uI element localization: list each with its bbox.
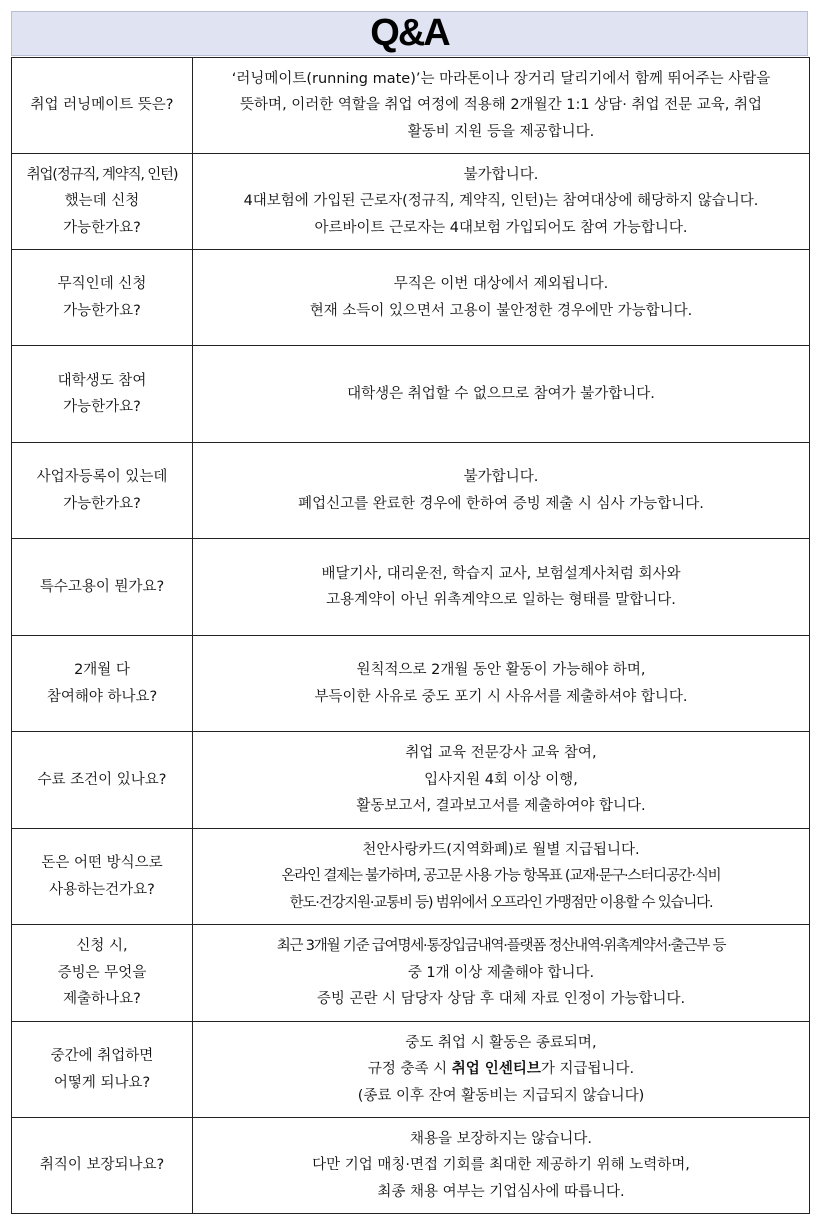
question-line: 특수고용이 뭔가요?	[39, 578, 165, 595]
answer-line: 증빙 곤란 시 담당자 상담 후 대체 자료 인정이 가능합니다.	[316, 991, 686, 1008]
answer-line: 원칙적으로 2개월 동안 활동이 가능해야 하며,	[356, 662, 646, 678]
answer-line: 입사지원 4회 이상 이행,	[424, 771, 578, 788]
qa-row	[12, 732, 810, 829]
answer-line: 최종 채용 여부는 기업심사에 따릅니다.	[377, 1183, 625, 1200]
answer-cell	[193, 443, 810, 539]
question-line: 참여해야 하나요?	[46, 688, 158, 705]
answer-cell	[193, 58, 810, 154]
answer-line: 대학생은 취업할 수 없으므로 참여가 불가합니다.	[347, 385, 655, 402]
qa-row	[12, 925, 810, 1022]
qa-row	[12, 443, 810, 539]
answer-line	[199, 1056, 803, 1083]
question-line: 어떻게 되나요?	[53, 1074, 151, 1091]
question-cell	[12, 1118, 193, 1214]
incentive-highlight: 취업 인센티브	[451, 1061, 541, 1078]
answer-cell	[193, 1022, 810, 1118]
answer-cell	[193, 1118, 810, 1214]
answer-cell	[193, 250, 810, 346]
question-cell	[12, 443, 193, 539]
answer-line: ‘러닝메이트(running mate)’는 마라톤이나 장거리 달리기에서 함께 뛰어주는 사람을	[231, 70, 771, 87]
question-line: 취업 러닝메이트 뜻은?	[30, 97, 174, 114]
answer-line: 채용을 보장하지는 않습니다.	[410, 1130, 592, 1147]
question-line: 취업(정규직, 계약직, 인턴)	[26, 166, 178, 183]
answer-line: 온라인 결제는 불가하며, 공고문 사용 가능 항목표 (교재·문구·스터디공간·식비	[281, 868, 721, 885]
answer-line: 4대보험에 가입된 근로자(정규직, 계약직, 인턴)는 참여대상에 해당하지 않습니다.	[243, 193, 759, 210]
answer-line: 한도·건강지원·교통비 등) 범위에서 오프라인 가맹점만 이용할 수 있습니다.	[289, 894, 713, 911]
answer-line: 아르바이트 근로자는 4대보험 가입되어도 참여 가능합니다.	[314, 219, 688, 236]
answer-line: 중 1개 이상 제출해야 합니다.	[407, 964, 595, 981]
question-line: 가능한가요?	[63, 399, 141, 415]
question-line: 무직인데 신청	[57, 276, 147, 292]
answer-line: 불가합니다.	[463, 469, 539, 485]
question-line: 했는데 신청	[64, 193, 140, 210]
question-line: 중간에 취업하면	[50, 1048, 154, 1064]
question-cell	[12, 539, 193, 636]
qa-row	[12, 154, 810, 250]
question-line: 사업자등록이 있는데	[36, 469, 168, 485]
question-line: 수료 조건이 있나요?	[37, 771, 167, 788]
question-line: 2개월 다	[74, 662, 130, 678]
question-line: 돈은 어떤 방식으로	[41, 855, 163, 871]
answer-cell	[193, 539, 810, 636]
answer-line: 활동비 지원 등을 제공합니다.	[407, 123, 595, 140]
answer-line: (종료 이후 잔여 활동비는 지급되지 않습니다)	[357, 1087, 645, 1104]
qa-row	[12, 636, 810, 732]
answer-line: 불가합니다.	[463, 166, 539, 183]
answer-cell	[193, 154, 810, 250]
qa-row	[12, 829, 810, 925]
question-line: 대학생도 참여	[57, 372, 147, 389]
question-line: 증빙은 무엇을	[57, 964, 147, 981]
qa-row	[12, 1022, 810, 1118]
question-cell	[12, 732, 193, 829]
question-cell	[12, 154, 193, 250]
answer-cell	[193, 829, 810, 925]
qa-row	[12, 250, 810, 346]
qa-row	[12, 1118, 810, 1214]
answer-text: 규정 충족 시	[367, 1061, 452, 1078]
question-cell	[12, 58, 193, 154]
qa-row	[12, 539, 810, 636]
answer-line: 배달기사, 대리운전, 학습지 교사, 보험설계사처럼 회사와	[321, 565, 681, 582]
question-cell	[12, 1022, 193, 1118]
answer-line: 부득이한 사유로 중도 포기 시 사유서를 제출하셔야 합니다.	[314, 688, 688, 705]
qa-table	[11, 57, 810, 1214]
answer-line: 현재 소득이 있으면서 고용이 불안정한 경우에만 가능합니다.	[309, 302, 693, 319]
answer-cell	[193, 636, 810, 732]
question-cell	[12, 829, 193, 925]
question-cell	[12, 346, 193, 443]
question-line: 가능한가요?	[63, 302, 141, 319]
answer-line: 고용계약이 아닌 위촉계약으로 일하는 형태를 말합니다.	[326, 592, 676, 608]
page-title-bar	[11, 11, 808, 56]
question-cell	[12, 925, 193, 1022]
qa-row	[12, 346, 810, 443]
question-line: 가능한가요?	[63, 495, 141, 512]
answer-line: 중도 취업 시 활동은 종료되며,	[405, 1034, 597, 1051]
page-title: Q&A	[370, 12, 449, 54]
answer-text: 가 지급됩니다.	[540, 1061, 635, 1078]
answer-cell	[193, 346, 810, 443]
answer-line: 무직은 이번 대상에서 제외됩니다.	[393, 276, 609, 292]
question-line: 사용하는건가요?	[49, 881, 155, 898]
question-line: 제출하나요?	[63, 991, 141, 1008]
question-cell	[12, 250, 193, 346]
answer-line: 다만 기업 매칭·면접 기회를 최대한 제공하기 위해 노력하며,	[312, 1157, 690, 1174]
question-line: 가능한가요?	[63, 219, 141, 236]
answer-line: 뜻하며, 이러한 역할을 취업 여정에 적용해 2개월간 1:1 상담· 취업 전문 교육, 취업	[240, 97, 762, 114]
answer-cell	[193, 732, 810, 829]
answer-line: 활동보고서, 결과보고서를 제출하여야 합니다.	[356, 798, 646, 815]
question-line: 취직이 보장되나요?	[39, 1157, 165, 1174]
question-line: 신청 시,	[76, 938, 128, 955]
question-cell	[12, 636, 193, 732]
answer-cell	[193, 925, 810, 1022]
answer-line: 최근 3개월 기준 급여명세·통장입금내역·플랫폼 정산내역·위촉계약서·출근부 등	[276, 938, 726, 955]
answer-line: 폐업신고를 완료한 경우에 한하여 증빙 제출 시 심사 가능합니다.	[298, 495, 704, 512]
answer-line: 취업 교육 전문강사 교육 참여,	[405, 745, 597, 762]
answer-line: 천안사랑카드(지역화폐)로 월별 지급됩니다.	[362, 841, 640, 858]
qa-row	[12, 58, 810, 154]
